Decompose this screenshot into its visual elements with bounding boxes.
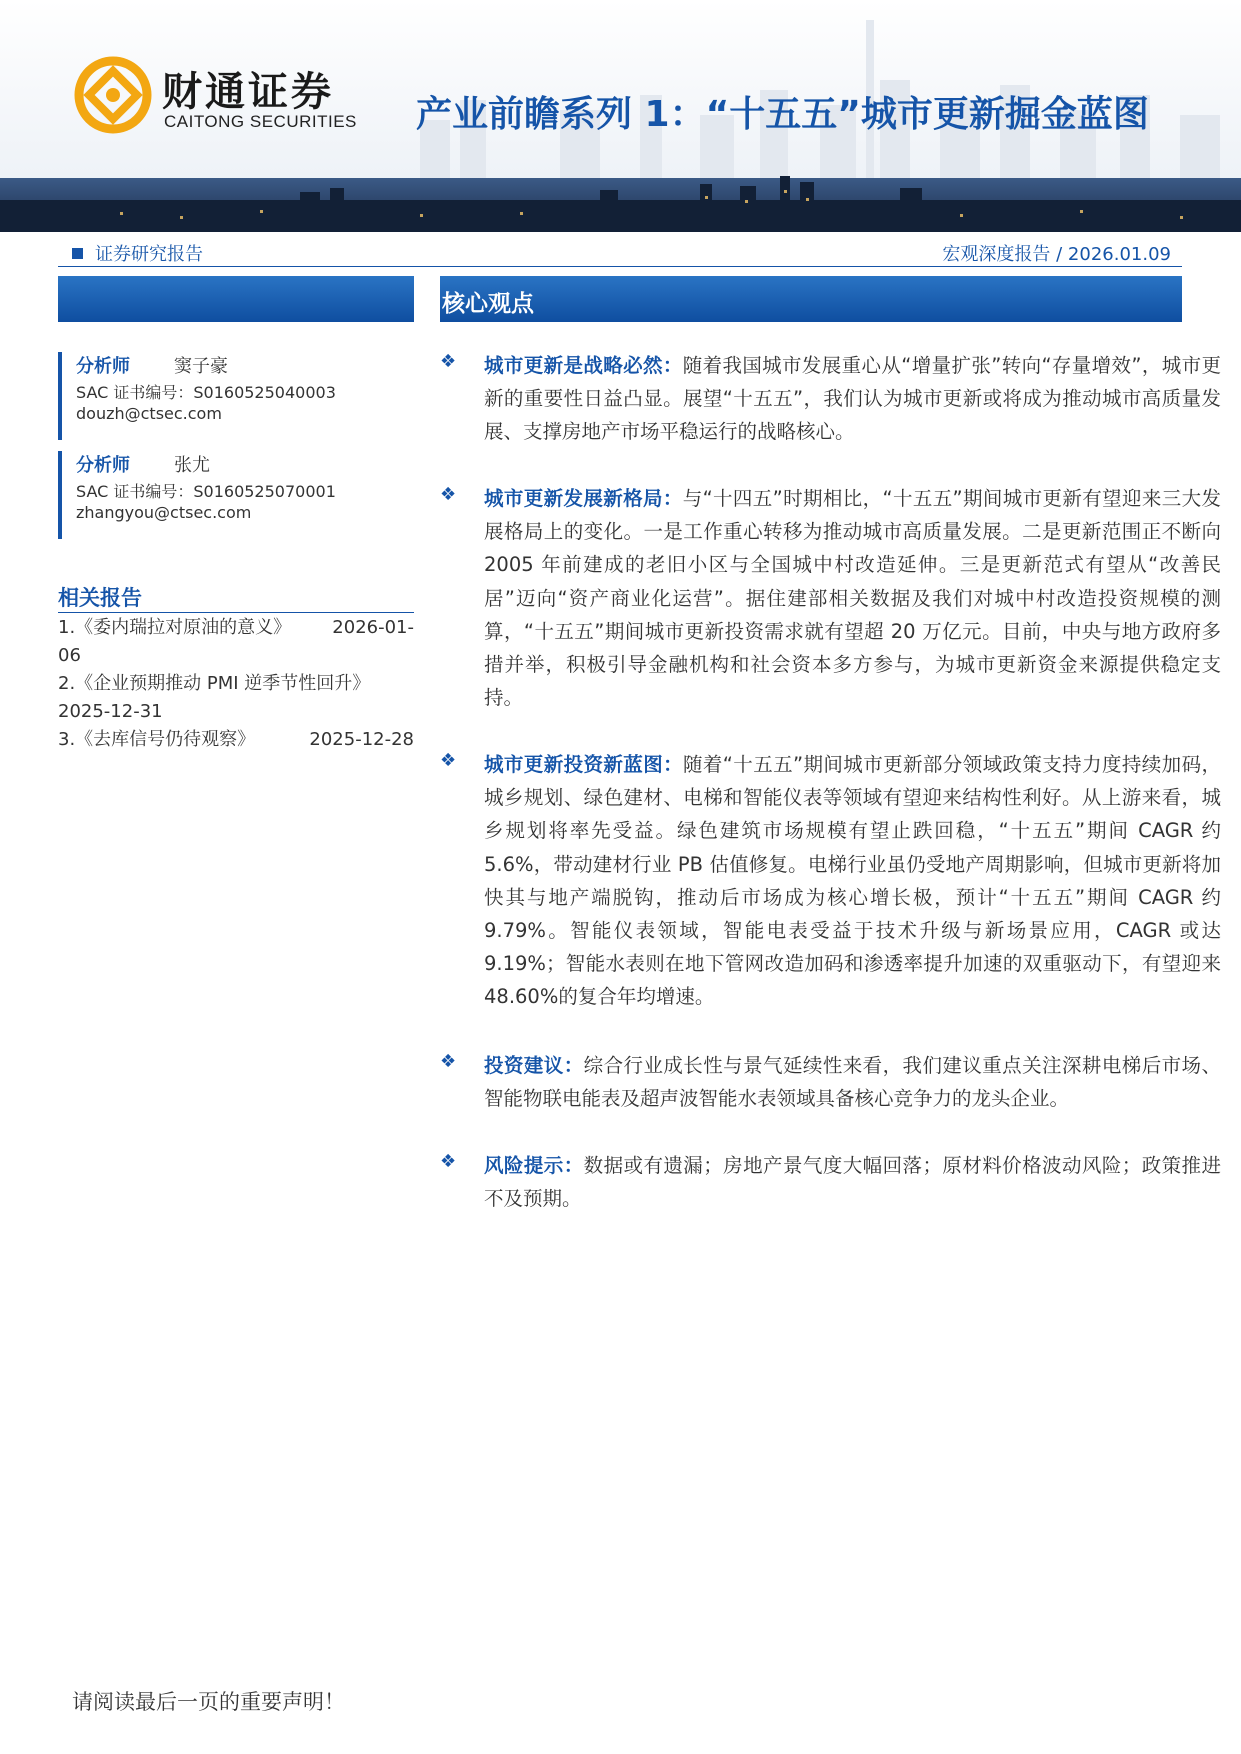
bullet-text bbox=[484, 1149, 1221, 1215]
analyst-role: 分析师 bbox=[76, 356, 130, 377]
doc-type-text: 证券研究报告 bbox=[95, 244, 203, 265]
doc-type-label bbox=[72, 240, 203, 266]
bullet-body: 随着“十五五”期间城市更新部分领域政策支持力度持续加码，城乡规划、绿色建材、电梯和智能仪表等领域有望迎来结构性利好。从上游来看，城乡规划将率先受益。绿色建筑市场规模有望止跌回稳，“十五五”期间 CAGR 约 5.6%，带动建材行业 PB 估值修复。电梯行业虽仍受地产周期影响，但城市更新将加快其与地产端脱钩，推动后市场成为核心增长极，预计“十五五”期间 CAGR 约 9.79%。智能仪表领域，智能电表受益于技术升级与新场景应用，CAGR 或达 9.19%；智能水表则在地下管网改造加码和渗透率提升加速的双重驱动下，有望迎来 48.60%的复合年均增速。 bbox=[484, 753, 1221, 1009]
related-report-date-cont: 06 bbox=[58, 645, 81, 666]
bullet-heading: 投资建议： bbox=[484, 1054, 584, 1077]
related-reports-title: 相关报告 bbox=[58, 586, 142, 610]
analyst-sac: SAC 证书编号：S0160525070001 bbox=[76, 482, 336, 501]
square-bullet-icon bbox=[72, 248, 83, 259]
diamond-bullet-icon: ❖ bbox=[440, 1051, 457, 1072]
bullet-body: 数据或有遗漏；房地产景气度大幅回落；原材料价格波动风险；政策推进不及预期。 bbox=[484, 1154, 1221, 1211]
bullet-body: 与“十四五”时期相比，“十五五”期间城市更新有望迎来三大发展格局上的变化。一是工作重心转移为推动城市高质量发展。二是更新范围正不断向 2005 年前建成的老旧小区与全国城中村改造延伸。三是更新范式有望从“改善民居”迈向“资产商业化运营”。据住建部相关数据及我们对城中村改造投资规模的测算，“十五五”期间城市更新投资需求就有望超 20 万亿元。目前，中央与地方政府多措并举，积极引导金融机构和社会资本多方参与，为城市更新资金来源提供稳定支持。 bbox=[484, 487, 1221, 710]
company-name-en: CAITONG SECURITIES bbox=[164, 112, 357, 131]
bullet-body: 随着我国城市发展重心从“增量扩张”转向“存量增效”，城市更新的重要性日益凸显。展望“十五五”，我们认为城市更新或将成为推动城市高质量发展、支撑房地产市场平稳运行的战略核心。 bbox=[484, 354, 1221, 444]
bullet-heading: 城市更新投资新蓝图： bbox=[484, 753, 683, 776]
diamond-bullet-icon: ❖ bbox=[440, 484, 457, 505]
analyst-email[interactable]: douzh@ctsec.com bbox=[76, 404, 222, 423]
core-views-bar bbox=[440, 276, 1182, 322]
core-views-title: 核心观点 bbox=[442, 291, 534, 317]
related-report-item[interactable] bbox=[58, 614, 414, 670]
report-title: 产业前瞻系列 1：“十五五”城市更新掘金蓝图 bbox=[416, 94, 1149, 135]
bullet-body: 综合行业成长性与景气延续性来看，我们建议重点关注深耕电梯后市场、智能物联电能表及超声波智能水表领域具备核心竞争力的龙头企业。 bbox=[484, 1054, 1221, 1111]
related-report-title: 1.《委内瑞拉对原油的意义》 bbox=[58, 617, 292, 638]
related-report-title: 3.《去库信号仍待观察》 bbox=[58, 729, 256, 750]
related-report-date: 2025-12-31 bbox=[58, 701, 163, 722]
diamond-bullet-icon: ❖ bbox=[440, 1151, 457, 1172]
bullet-text bbox=[484, 1049, 1221, 1115]
diamond-bullet-icon: ❖ bbox=[440, 750, 457, 771]
bullet-text bbox=[484, 349, 1221, 449]
related-report-date: 2025-12-28 bbox=[309, 729, 414, 750]
header-divider bbox=[58, 266, 1182, 267]
bullet-text bbox=[484, 482, 1221, 714]
analyst-card bbox=[58, 451, 402, 539]
report-meta: 宏观深度报告 / 2026.01.09 bbox=[942, 244, 1171, 265]
disclaimer-note: 请阅读最后一页的重要声明！ bbox=[72, 1690, 345, 1714]
related-report-title: 2.《企业预期推动 PMI 逆季节性回升》 bbox=[58, 673, 371, 694]
related-divider bbox=[58, 612, 414, 613]
analyst-card bbox=[58, 352, 402, 440]
bullet-heading: 城市更新发展新格局： bbox=[484, 487, 683, 510]
analyst-sac: SAC 证书编号：S0160525040003 bbox=[76, 383, 336, 402]
bullet-heading: 城市更新是战略必然： bbox=[484, 354, 683, 377]
related-report-item[interactable] bbox=[58, 726, 414, 754]
related-report-date: 2026-01- bbox=[332, 617, 414, 638]
caitong-logo-icon bbox=[74, 56, 152, 134]
diamond-bullet-icon: ❖ bbox=[440, 351, 457, 372]
bullet-text bbox=[484, 748, 1221, 1014]
company-logo bbox=[74, 56, 374, 136]
bullet-heading: 风险提示： bbox=[484, 1154, 584, 1177]
analyst-role: 分析师 bbox=[76, 455, 130, 476]
company-name-cn: 财通证券 bbox=[162, 68, 334, 115]
analyst-name: 张尤 bbox=[174, 455, 210, 476]
analyst-email[interactable]: zhangyou@ctsec.com bbox=[76, 503, 252, 522]
sidebar-header-bar bbox=[58, 276, 414, 322]
related-report-item[interactable] bbox=[58, 670, 414, 726]
analyst-name: 窦子豪 bbox=[174, 356, 228, 377]
